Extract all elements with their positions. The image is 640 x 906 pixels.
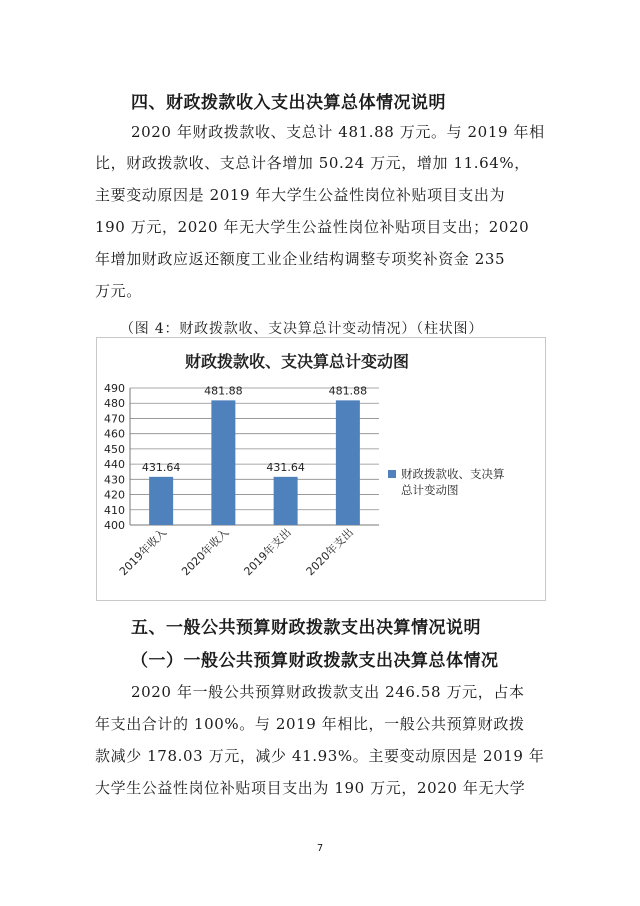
bar-value-label: 481.88: [328, 384, 368, 398]
x-tick-label: 2020年收入: [179, 525, 232, 579]
section-5-line-4: 大学生公益性岗位补贴项目支出为 190 万元，2020 年无大学: [95, 779, 526, 797]
section-5-line-2: 年支出合计的 100%。与 2019 年相比，一般公共预算财政拨: [95, 715, 525, 733]
y-tick-label: 470: [104, 412, 125, 426]
section-4-line-5: 年增加财政应返还额度工业企业结构调整专项奖补资金 235: [95, 250, 506, 268]
legend-label: 财政拨款收、支决算: [401, 467, 505, 481]
section-4-line-1: 2020 年财政拨款收、支总计 481.88 万元。与 2019 年相: [131, 123, 545, 141]
bar: [149, 477, 173, 525]
y-tick-label: 490: [104, 382, 125, 395]
x-tick-label: 2019年支出: [241, 525, 294, 579]
legend-label: 总计变动图: [401, 483, 459, 497]
x-tick-label: 2019年收入: [116, 525, 170, 579]
bar: [274, 477, 298, 525]
section-5-line-3: 款减少 178.03 万元，减少 41.93%。主要变动原因是 2019 年: [95, 747, 545, 765]
section-4-line-3: 主要变动原因是 2019 年大学生公益性岗位补贴项目支出为: [95, 186, 506, 204]
section-5-line-1: 2020 年一般公共预算财政拨款支出 246.58 万元，占本: [131, 683, 525, 701]
y-tick-label: 400: [104, 519, 125, 532]
section-5-heading: 五、一般公共预算财政拨款支出决算情况说明: [131, 618, 481, 638]
y-tick-label: 450: [104, 442, 125, 456]
bar-chart: [97, 338, 545, 600]
y-tick-label: 440: [104, 458, 125, 472]
bar-value-label: 431.64: [266, 460, 305, 474]
y-tick-label: 420: [104, 488, 125, 502]
legend-swatch: [388, 470, 396, 478]
section-4-heading: 四、财政拨款收入支出决算总体情况说明: [131, 93, 446, 113]
page-number: 7: [316, 843, 324, 854]
y-tick-label: 430: [104, 473, 125, 487]
section-4-line-6: 万元。: [95, 282, 142, 300]
x-tick-label: 2020年支出: [303, 525, 356, 579]
y-tick-label: 460: [104, 427, 125, 441]
bar-value-label: 431.64: [141, 460, 181, 474]
section-4-line-2: 比，财政拨款收、支总计各增加 50.24 万元，增加 11.64%，: [95, 154, 530, 172]
bar-chart-frame: [96, 337, 546, 601]
bar-value-label: 481.88: [204, 384, 243, 398]
chart-title: 财政拨款收、支决算总计变动图: [184, 352, 410, 371]
y-tick-label: 480: [104, 397, 125, 411]
section-5-subheading: （一）一般公共预算财政拨款支出决算总体情况: [131, 651, 499, 671]
bar: [211, 400, 235, 525]
bar: [336, 400, 360, 525]
figure-4-caption: （图 4：财政拨款收、支决算总计变动情况）（柱状图）: [120, 321, 484, 337]
y-tick-label: 410: [104, 503, 125, 517]
section-4-line-4: 190 万元，2020 年无大学生公益性岗位补贴项目支出；2020: [95, 218, 530, 236]
